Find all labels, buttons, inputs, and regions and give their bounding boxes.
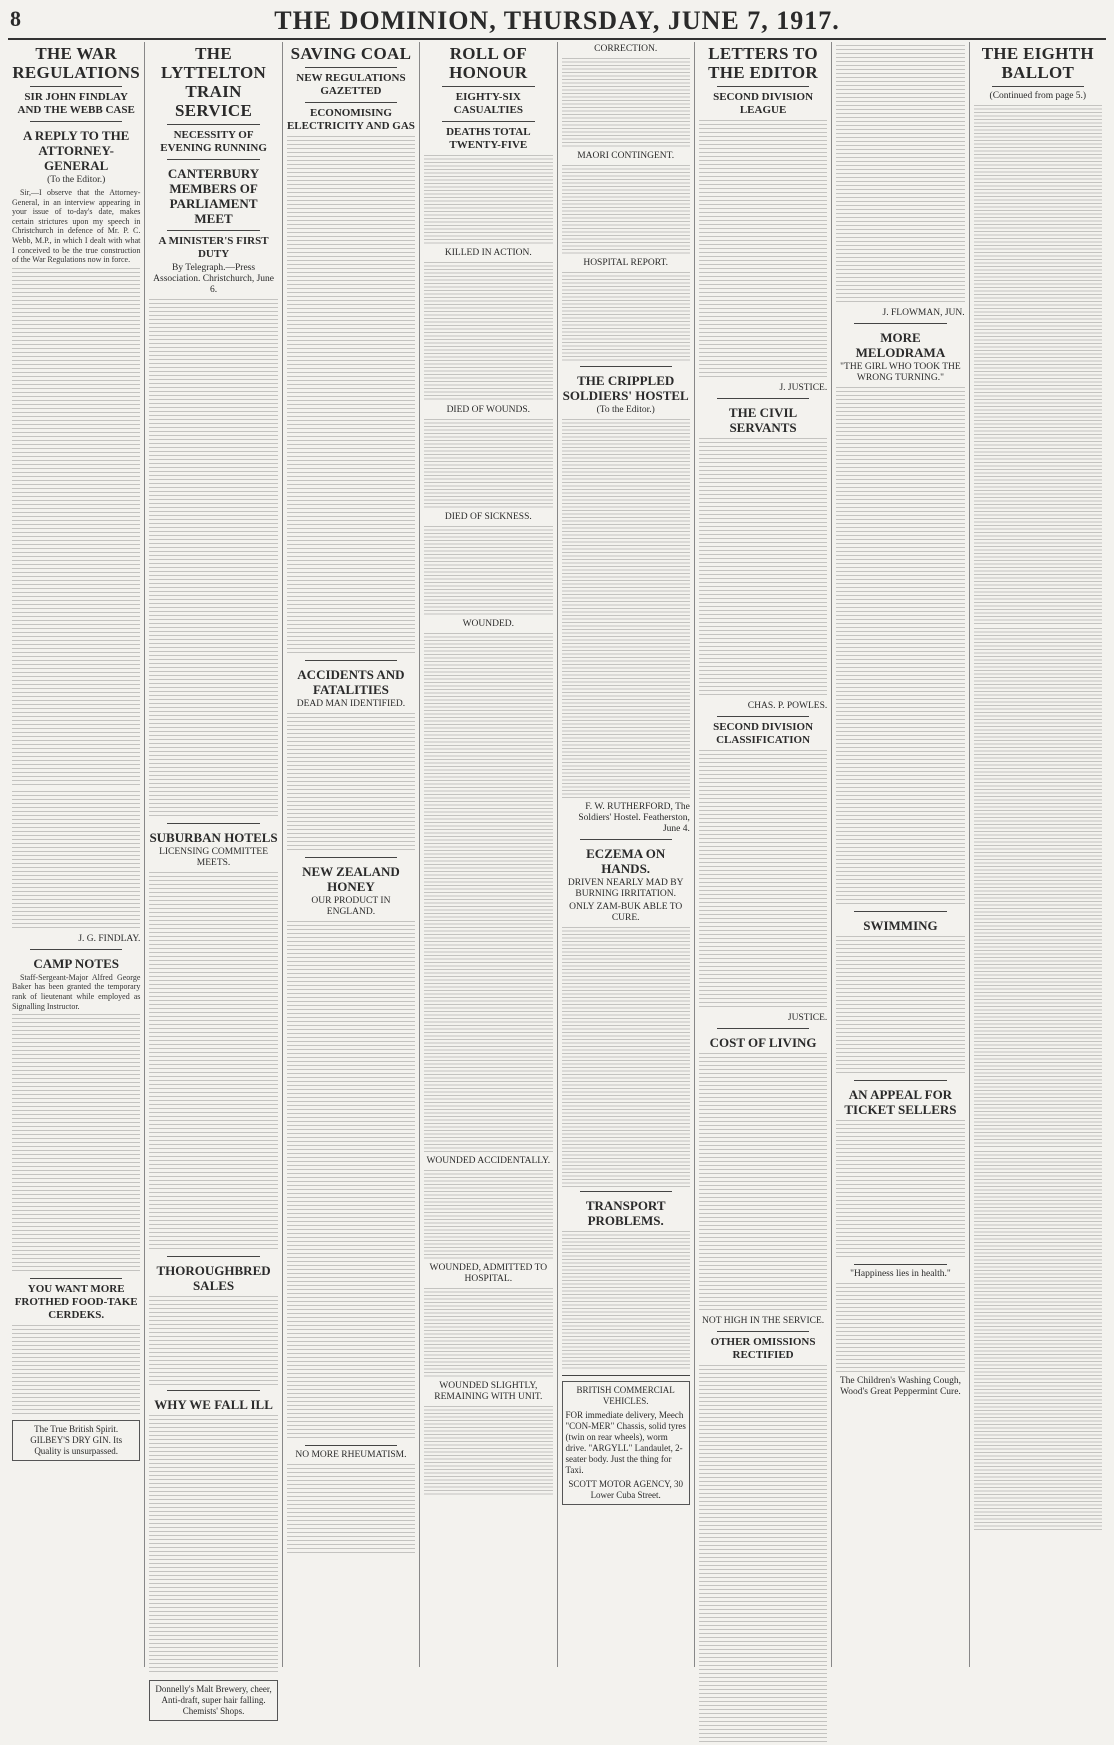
- ill-body-text: [149, 1415, 277, 1675]
- wounded-list: [424, 633, 552, 1153]
- column-eighth-ballot: [970, 42, 1106, 1667]
- ad-ending: The Children's Washing Cough, Wood's Great Peppermint Cure.: [839, 1376, 961, 1397]
- subhead-ministers-duty: A MINISTER'S FIRST DUTY: [158, 235, 269, 260]
- dateline: By Telegraph.—Press Association. Christchurch, June 6.: [153, 263, 274, 295]
- ad-rheumatism: NO MORE RHEUMATISM.: [295, 1450, 407, 1460]
- honey-body-text: [287, 921, 415, 1441]
- headline-suburban-hotels: SUBURBAN HOTELS: [149, 830, 278, 845]
- maori-list: [562, 165, 690, 255]
- sales-body-text: [149, 1296, 277, 1386]
- heading-died-sickness: DIED OF SICKNESS.: [444, 512, 532, 522]
- article-paragraph: Sir,—I observe that the Attorney-General, in an interview appearing in your issue of to-day's date, makes certain strictures upon my speech in Christchurch in defence of Mr. P. C. Webb, M.P., in which I dealt with what I conceived to be the true construction of the War Regulations now in force.: [12, 188, 141, 265]
- headline-accidents: ACCIDENTS AND FATALITIES: [297, 667, 405, 697]
- ad-firm: SCOTT MOTOR AGENCY, 30 Lower Cuba Street.: [568, 1479, 683, 1500]
- page-number: 8: [10, 6, 21, 31]
- letter-continuation-text: [836, 45, 964, 305]
- headline-nz-honey: NEW ZEALAND HONEY: [302, 864, 400, 894]
- letter-body-text: [699, 438, 827, 698]
- subhead-reply: A REPLY TO THE ATTORNEY-GENERAL: [23, 128, 130, 173]
- headline-saving-coal: SAVING COAL: [290, 44, 412, 63]
- heading-hospital: HOSPITAL REPORT.: [583, 258, 669, 268]
- appeal-body-text: [836, 1120, 964, 1260]
- subhead-findlay: SIR JOHN FINDLAY AND THE WEBB CASE: [17, 91, 135, 116]
- gilbeys-gin-ad: The True British Spirit. GILBEY'S DRY GIN. Its Quality is unsurpassed.: [12, 1420, 140, 1461]
- accidental-list: [424, 1170, 552, 1260]
- to-the-editor: (To the Editor.): [47, 175, 106, 185]
- swimming-body-text: [836, 936, 964, 1076]
- headline-thoroughbred-sales: THOROUGHBRED SALES: [156, 1263, 271, 1293]
- heading-died-wounds: DIED OF WOUNDS.: [446, 405, 531, 415]
- headline-eczema: ECZEMA ON HANDS.: [586, 846, 666, 876]
- eczema-body-text: [562, 927, 690, 1187]
- ad-body: FOR immediate delivery, Meech "CON-MER" Chassis, solid tyres (twin on rear wheels), worm drive. "ARGYLL" Landaulet, 2-seater body. Just the thing for Taxi.: [565, 1410, 686, 1475]
- to-the-editor: (To the Editor.): [596, 405, 655, 415]
- ad-body-text: [287, 1464, 415, 1554]
- transport-body-text: [562, 1231, 690, 1371]
- ballot-list: [974, 105, 1102, 625]
- continued-note: (Continued from page 5.): [989, 91, 1087, 101]
- ad-headline: BRITISH COMMERCIAL VEHICLES.: [576, 1385, 675, 1406]
- hotels-body-text: [149, 872, 277, 1252]
- heading-maori: MAORI CONTINGENT.: [577, 151, 675, 161]
- subhead-economising: ECONOMISING ELECTRICITY AND GAS: [286, 107, 415, 132]
- signature: J. JUSTICE.: [779, 383, 828, 393]
- headline-swimming: SWIMMING: [863, 918, 938, 933]
- column-melodrama: [832, 42, 969, 1667]
- subhead-canterbury-members: CANTERBURY MEMBERS OF PARLIAMENT MEET: [167, 166, 260, 226]
- heading-admitted: WOUNDED, ADMITTED TO HOSPITAL.: [429, 1263, 548, 1284]
- killed-list: [424, 262, 552, 402]
- ad-headline-frothed-food: YOU WANT MORE FROTHED FOOD-TAKE CERDEKS.: [14, 1283, 138, 1322]
- subhead-not-high: NOT HIGH IN THE SERVICE.: [702, 1316, 825, 1326]
- subhead-cost-of-living: COST OF LIVING: [709, 1035, 817, 1050]
- headline-letters: LETTERS TO THE EDITOR: [708, 44, 819, 82]
- signature: CHAS. P. POWLES.: [747, 701, 828, 711]
- donnelly-ad: Donnelly's Malt Brewery, cheer, Anti-draft, super hair falling. Chemists' Shops.: [149, 1680, 277, 1721]
- signature: F. W. RUTHERFORD, The Soldiers' Hostel. Featherston, June 4.: [578, 802, 690, 834]
- newspaper-title: THE DOMINION, THURSDAY, JUNE 7, 1917.: [274, 6, 840, 35]
- subhead-casualties: EIGHTY-SIX CASUALTIES: [453, 91, 523, 116]
- article-body-text: [149, 299, 277, 819]
- headline-crippled-soldiers: THE CRIPPLED SOLDIERS' HOSTEL: [562, 373, 689, 403]
- article-body-text: [287, 136, 415, 656]
- correction-text: [562, 58, 690, 148]
- subhead-civil-servants: THE CIVIL SERVANTS: [728, 405, 798, 435]
- ad-quote: "Happiness lies in health.": [850, 1269, 951, 1279]
- heading-killed: KILLED IN ACTION.: [444, 248, 532, 258]
- admitted-list: [424, 1288, 552, 1378]
- headline-lyttelton-train: THE LYTTELTON TRAIN SERVICE: [161, 44, 267, 120]
- letter-body-text: [699, 1365, 827, 1745]
- subhead-classification: SECOND DIVISION CLASSIFICATION: [713, 721, 814, 746]
- headline-roll-of-honour: ROLL OF HONOUR: [449, 44, 528, 82]
- column-letters: [695, 42, 832, 1667]
- signature: J. FLOWMAN, JUN.: [882, 308, 965, 318]
- subhead-licensing: LICENSING COMMITTEE MEETS.: [159, 847, 269, 868]
- headline-transport: TRANSPORT PROBLEMS.: [585, 1198, 666, 1228]
- column-lyttelton-train: [145, 42, 282, 1716]
- subhead-deaths: DEATHS TOTAL TWENTY-FIVE: [446, 126, 531, 151]
- subhead-girl: "THE GIRL WHO TOOK THE WRONG TURNING.": [840, 362, 961, 383]
- headline-melodrama: MORE MELODRAMA: [855, 330, 946, 360]
- camp-body-text: [12, 1014, 140, 1274]
- intro-text: [424, 155, 552, 245]
- headline-camp-notes: CAMP NOTES: [33, 955, 119, 971]
- column-war-regulations: [8, 42, 145, 1667]
- masthead: [8, 4, 1106, 40]
- heading-accidentally: WOUNDED ACCIDENTALLY.: [426, 1156, 551, 1166]
- subhead-dead-man: DEAD MAN IDENTIFIED.: [296, 699, 406, 709]
- headline-war-regulations: THE WAR REGULATIONS: [12, 44, 141, 82]
- letter-body-text: [699, 120, 827, 380]
- subhead-evening-running: NECESSITY OF EVENING RUNNING: [160, 129, 267, 154]
- column-hostel: [558, 42, 695, 1667]
- subhead-zambuk: ONLY ZAM-BUK ABLE TO CURE.: [569, 902, 683, 923]
- headline-ticket-sellers: AN APPEAL FOR TICKET SELLERS: [844, 1087, 957, 1117]
- died-sickness-list: [424, 526, 552, 616]
- died-wounds-list: [424, 419, 552, 509]
- accidents-body-text: [287, 713, 415, 853]
- article-body-text: [12, 791, 140, 931]
- subhead-new-regulations: NEW REGULATIONS GAZETTED: [296, 72, 406, 97]
- remaining-list: [424, 1406, 552, 1496]
- ad-body-text: [836, 1283, 964, 1373]
- subhead-eczema: DRIVEN NEARLY MAD BY BURNING IRRITATION.: [567, 878, 684, 899]
- subhead-honey-england: OUR PRODUCT IN ENGLAND.: [311, 896, 391, 917]
- hospital-list: [562, 272, 690, 362]
- ad-body-text: [12, 1325, 140, 1415]
- columns: [8, 42, 1106, 1716]
- melodrama-body-text: [836, 387, 964, 907]
- ballot-list: [974, 628, 1102, 1148]
- heading-wounded: WOUNDED.: [462, 619, 515, 629]
- column-saving-coal: [283, 42, 420, 1667]
- signature: JUSTICE.: [787, 1013, 828, 1023]
- column-roll-of-honour: [420, 42, 557, 1667]
- letter-body-text: [699, 750, 827, 1010]
- letter-body-text: [699, 1053, 827, 1313]
- heading-remaining: WOUNDED SLIGHTLY, REMAINING WITH UNIT.: [434, 1381, 543, 1402]
- headline-why-we-fall-ill: WHY WE FALL ILL: [154, 1397, 273, 1412]
- camp-paragraph: Staff-Sergeant-Major Alfred George Baker has been granted the temporary rank of lieutenant while employed as Signalling Instructor.: [12, 972, 141, 1011]
- subhead-omissions: OTHER OMISSIONS RECTIFIED: [710, 1336, 816, 1361]
- ballot-list: [974, 1151, 1102, 1531]
- signature: J. G. FINDLAY.: [78, 933, 141, 944]
- commercial-vehicles-ad: [562, 1381, 690, 1505]
- heading-correction: CORRECTION.: [594, 44, 658, 54]
- subhead-division-league: SECOND DIVISION LEAGUE: [713, 91, 814, 116]
- article-body-text: [12, 268, 140, 788]
- headline-eighth-ballot: THE EIGHTH BALLOT: [981, 44, 1094, 82]
- hostel-body-text: [562, 419, 690, 799]
